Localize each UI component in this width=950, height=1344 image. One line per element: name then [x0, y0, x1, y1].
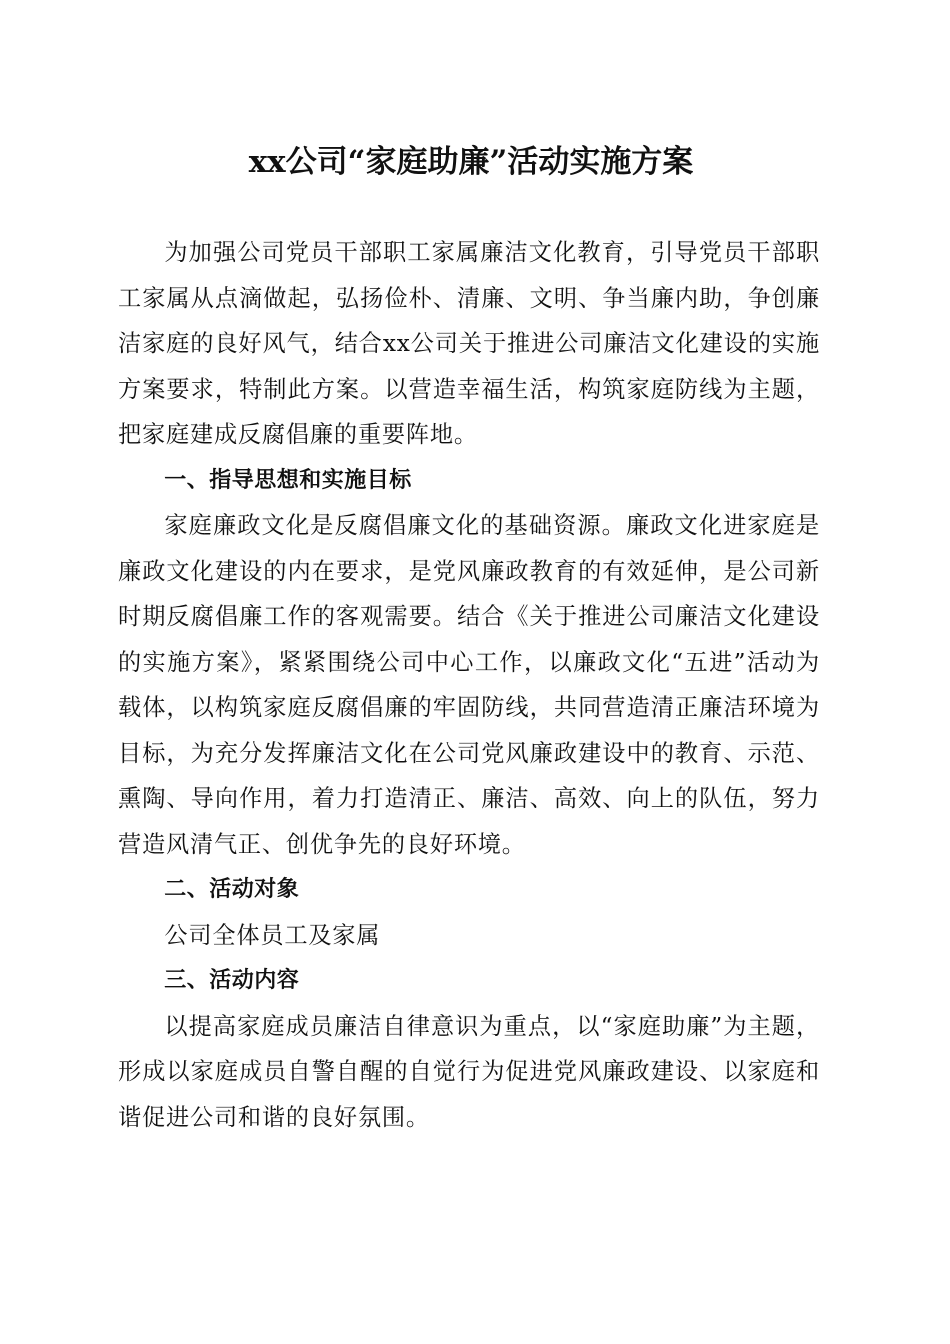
participants-paragraph: 公司全体员工及家属: [164, 921, 381, 949]
guiding-ideology-paragraph: 家庭廉政文化是反腐倡廉文化的基础资源。廉政文化进家庭是廉政文化建设的内在要求，是党风廉政教育的有效延伸，是公司新时期反腐倡廉工作的客观需要。结合《关于推进公司廉洁文化建设的实施方案》，紧紧围绕公司中心工作，以廉政文化“五进”活动为载体，以构筑家庭反腐倡廉的牢固防线，共同营造清正廉洁环境为目标，为充分发挥廉洁文化在公司党风廉政建设中的教育、示范、熏陶、导向作用，着力打造清正、廉洁、高效、向上的队伍，努力营造风清气正、创优争先的良好环境。: [118, 512, 820, 858]
document-title: xx公司“家庭助廉”活动实施方案: [248, 144, 694, 180]
section-heading-participants: 二、活动对象: [164, 877, 300, 902]
section-heading-activity-content: 三、活动内容: [164, 968, 300, 993]
intro-paragraph: 为加强公司党员干部职工家属廉洁文化教育，引导党员干部职工家属从点滴做起，弘扬俭朴、清廉、文明、争当廉内助，争创廉洁家庭的良好风气，结合xx公司关于推进公司廉洁文化建设的实施方案要求，特制此方案。以营造幸福生活，构筑家庭防线为主题，把家庭建成反腐倡廉的重要阵地。: [118, 239, 820, 448]
section-heading-guiding-ideology: 一、指导思想和实施目标: [164, 467, 412, 493]
activity-content-paragraph: 以提高家庭成员廉洁自律意识为重点，以“家庭助廉”为主题，形成以家庭成员自警自醒的自觉行为促进党风廉政建设、以家庭和谐促进公司和谐的良好氛围。: [118, 1012, 820, 1131]
